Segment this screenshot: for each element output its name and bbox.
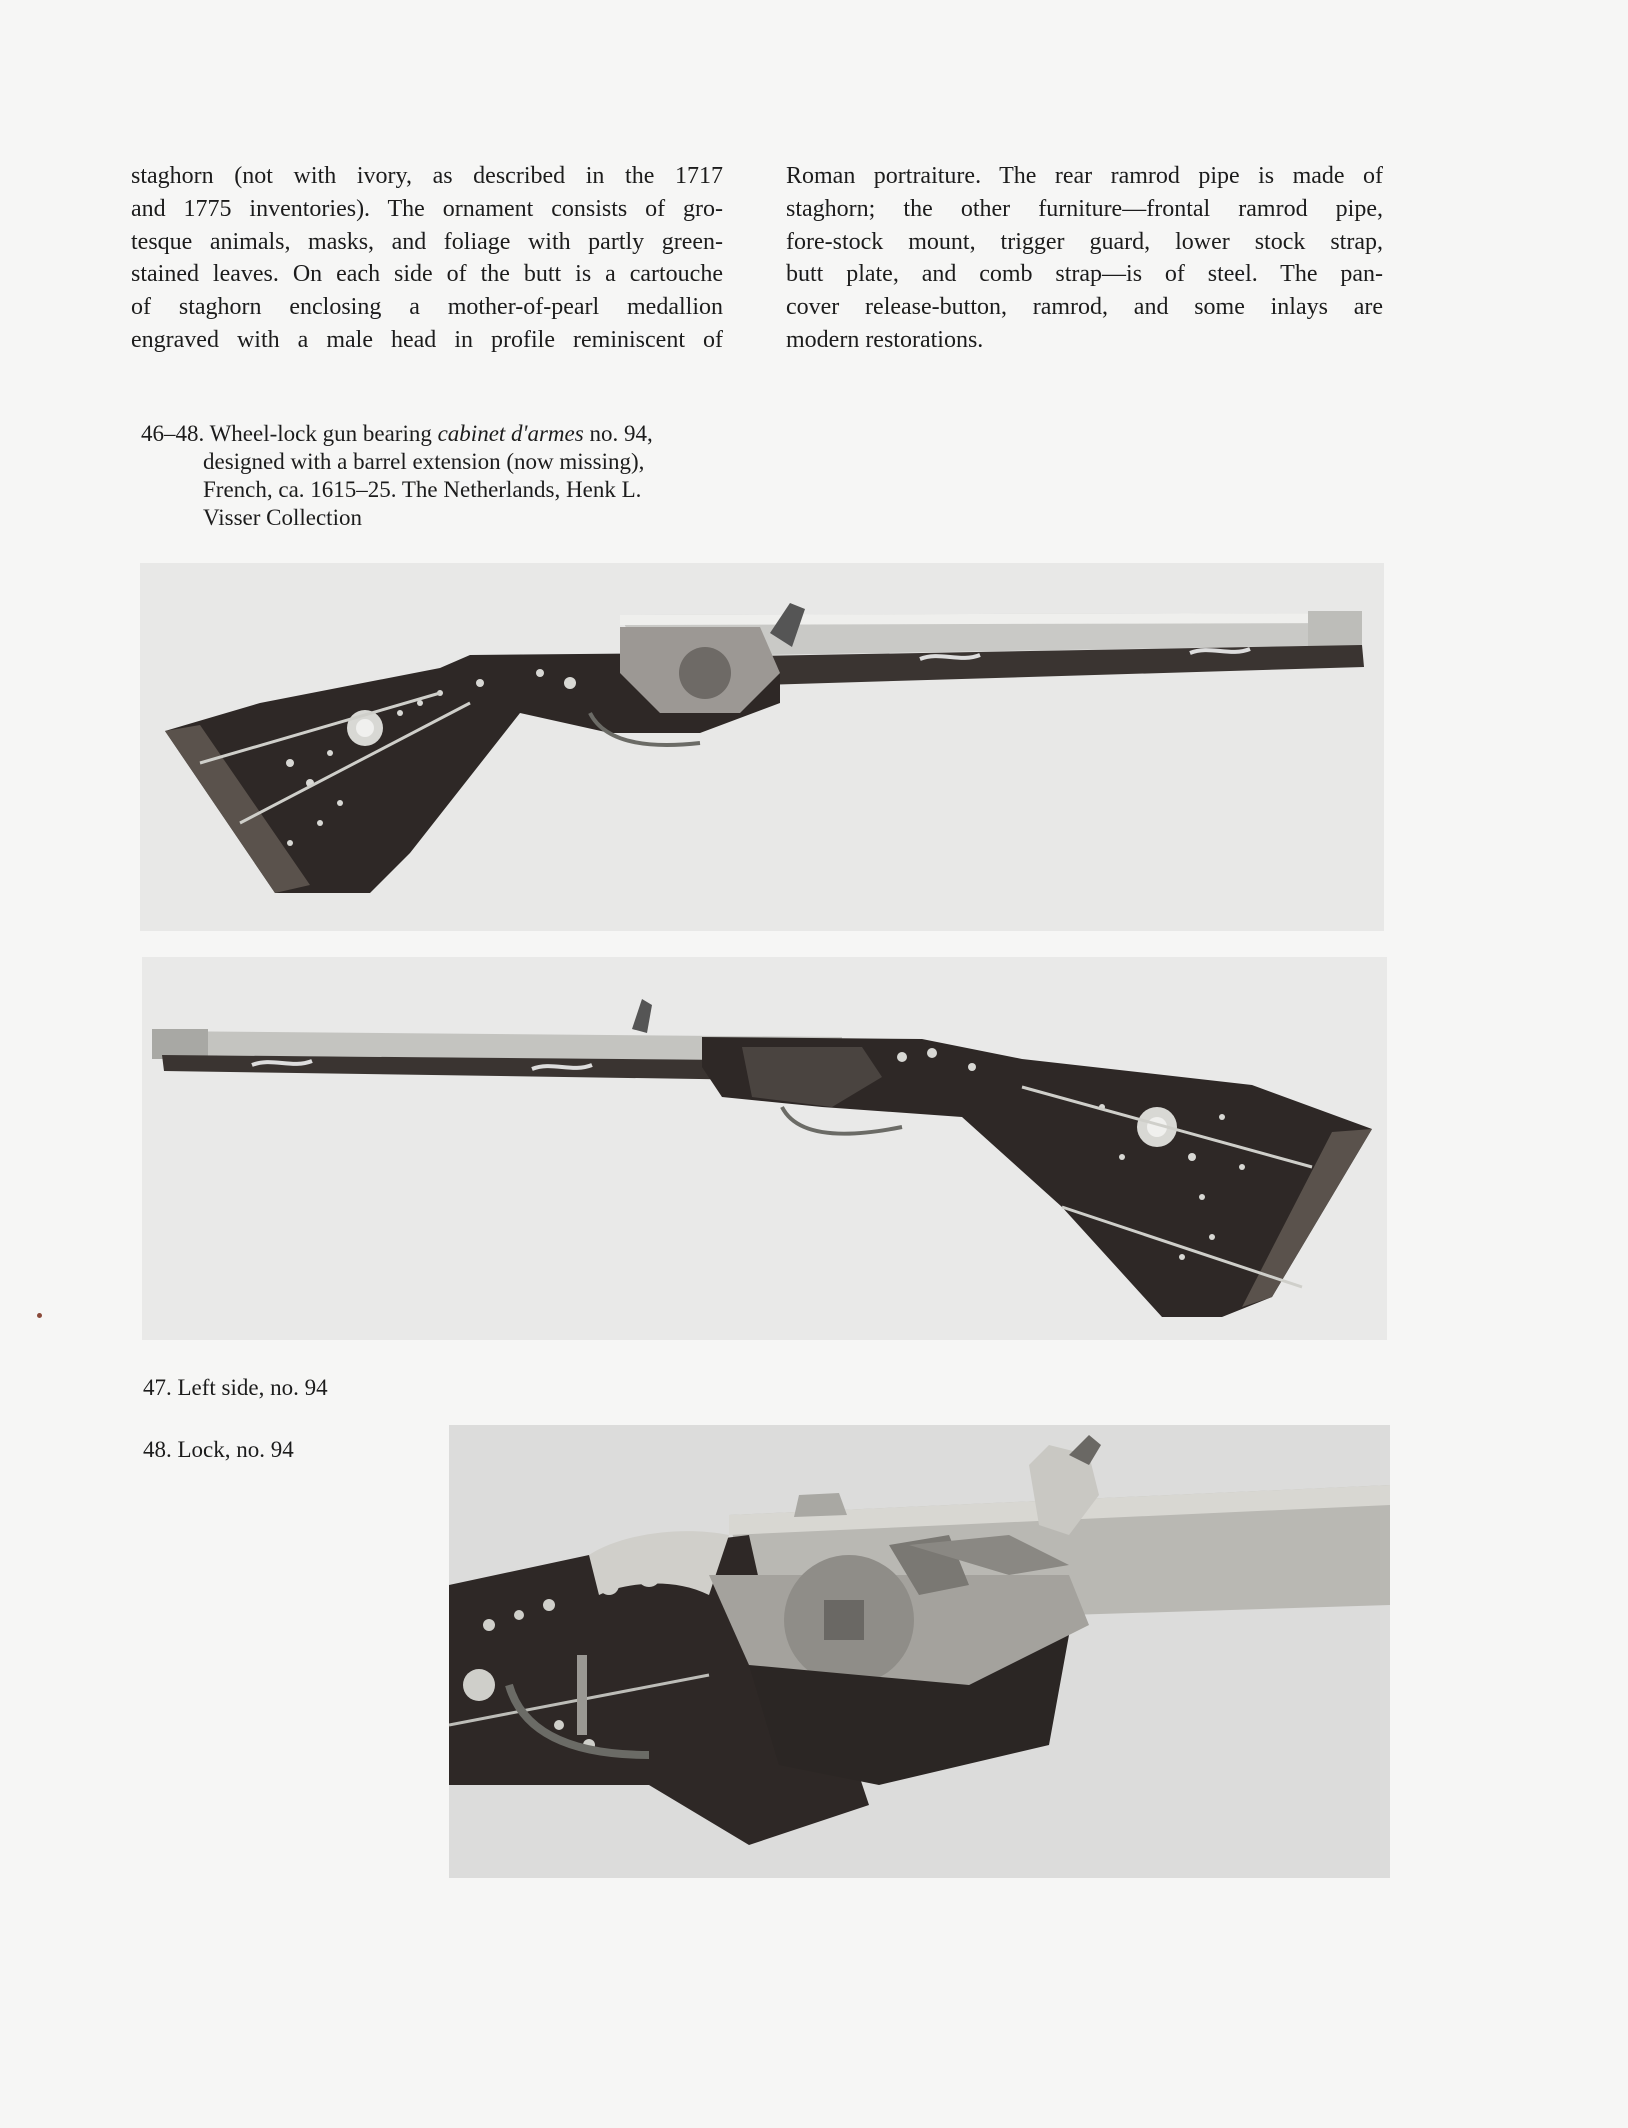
text-line: Roman portraiture. The rear ramrod pipe is made of [786,163,1383,189]
text-line: cover release-button, ramrod, and some inlays are [786,294,1383,321]
caption-line: French, ca. 1615–25. The Netherlands, Henk L. [203,477,642,502]
gun-lock-detail-photo [449,1425,1390,1878]
text-line: of staghorn enclosing a mother-of-pearl medallion [131,294,723,321]
text-line: modern restorations. [786,326,984,353]
gun-left-side-photo [142,957,1387,1340]
text-line: staghorn; the other furniture—frontal ramrod pipe, [786,195,1383,222]
caption-italic: cabinet d'armes [437,421,584,446]
text-line: tesque animals, masks, and foliage with partly green- [131,228,723,255]
body-text-right-column [786,160,1383,357]
figure-caption-46-48 [142,420,728,532]
text-line: staghorn (not with ivory, as described in the 1717 [131,163,723,189]
body-text-left-column [131,160,723,357]
gun-right-side-photo [140,563,1384,931]
text-line: engraved with a male head in profile reminiscent of [131,326,723,353]
text-line: fore-stock mount, trigger guard, lower stock strap, [786,228,1383,255]
figure-caption-48: 48. Lock, no. 94 [143,1437,294,1462]
caption-line [142,420,728,448]
text-line: stained leaves. On each side of the butt is a cartouche [131,261,723,288]
figure-caption-47: 47. Left side, no. 94 [143,1375,328,1400]
text-line: and 1775 inventories). The ornament consists of gro- [131,195,723,222]
caption-number: 46–48. [141,421,205,446]
text-line: butt plate, and comb strap—is of steel. The pan- [786,261,1383,288]
caption-line: designed with a barrel extension (now missing), [203,449,645,474]
caption-text: Wheel-lock gun bearing [209,421,432,446]
caption-line: Visser Collection [203,505,362,530]
caption-text: no. 94, [589,421,653,446]
page-speck [37,1313,42,1318]
